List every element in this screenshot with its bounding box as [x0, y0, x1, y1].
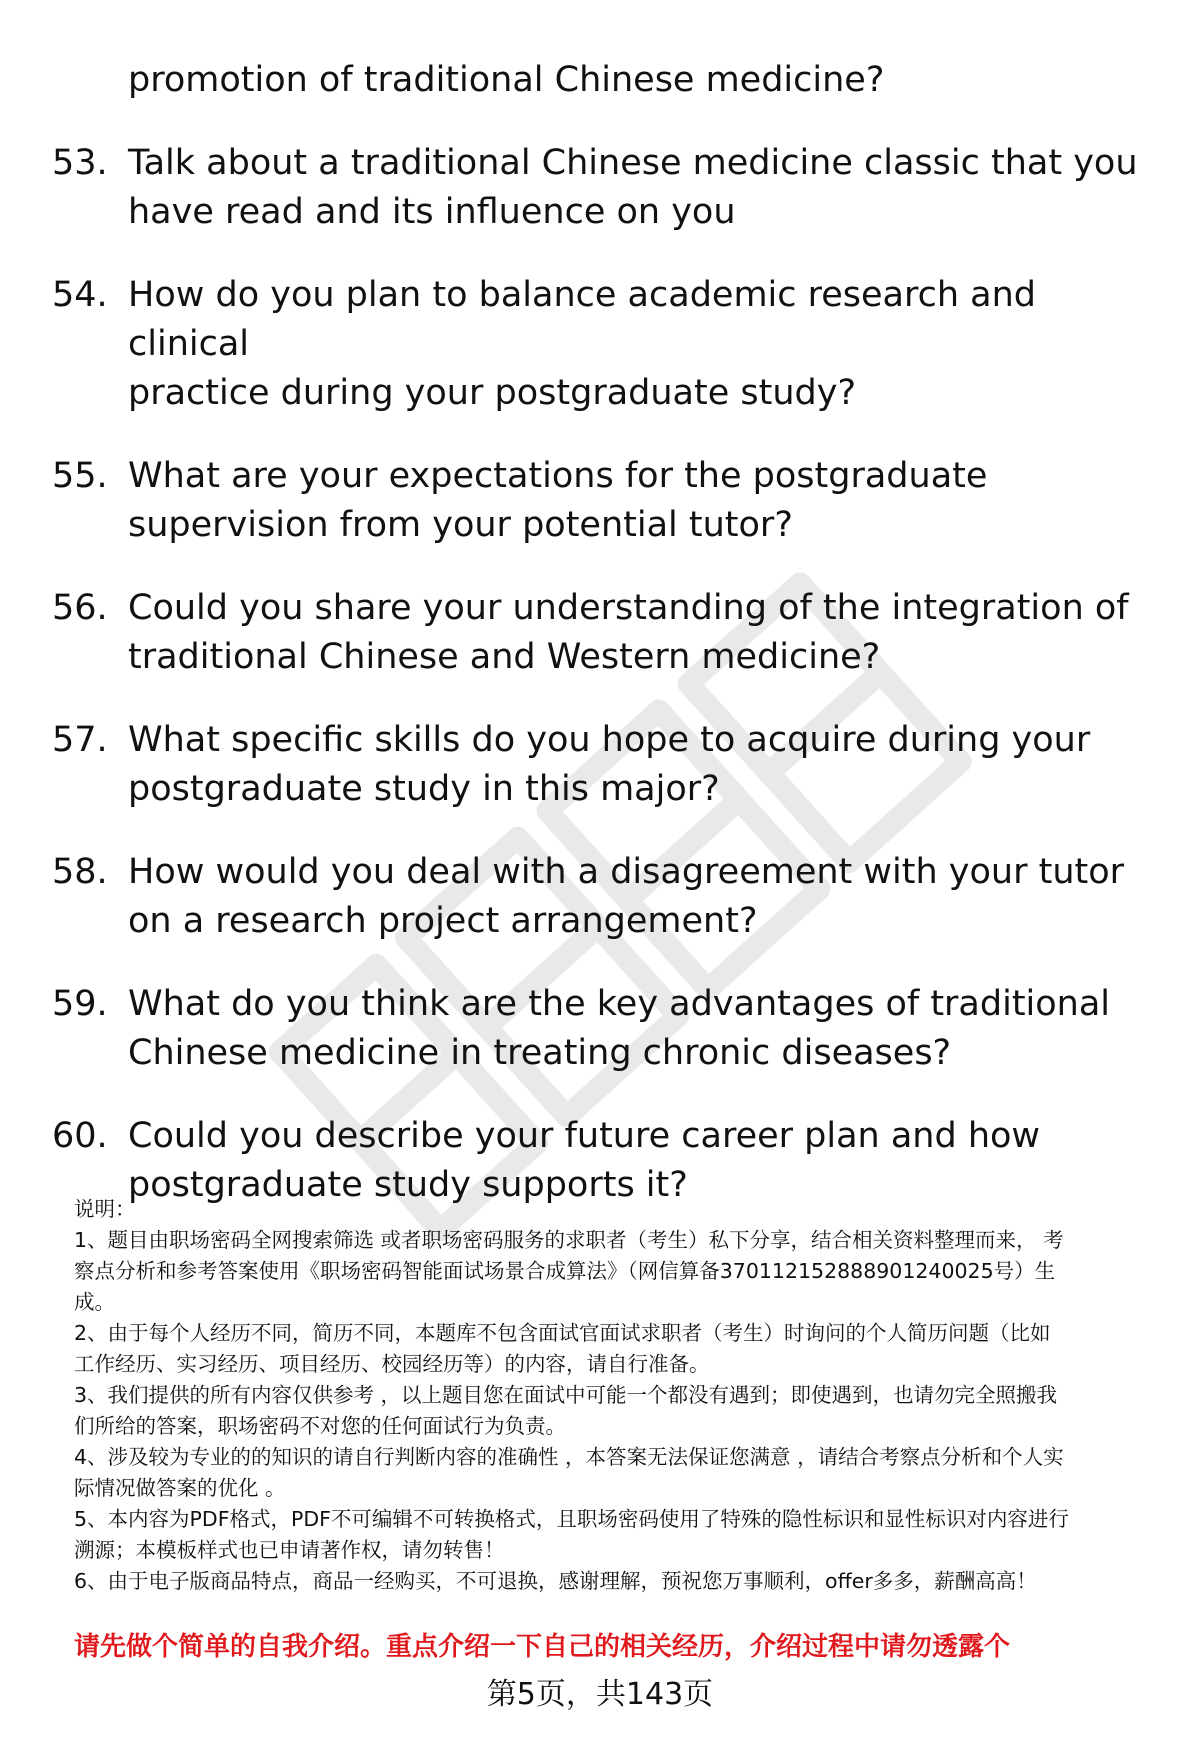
question-list [52, 56, 1162, 1210]
question-text [128, 584, 1162, 682]
question-line: What are your expectations for the postgraduate [128, 456, 988, 496]
question-item [52, 271, 1162, 418]
question-line: traditional Chinese and Western medicine? [128, 637, 881, 677]
question-item [52, 980, 1162, 1078]
question-number: 60. [52, 1116, 108, 1156]
question-line: Talk about a traditional Chinese medicine classic that you [128, 143, 1138, 183]
question-text [128, 848, 1162, 946]
question-line: Could you describe your future career plan and how [128, 1116, 1041, 1156]
self-intro-prompt: 请先做个简单的自我介绍。重点介绍一下自己的相关经历，介绍过程中请勿透露个 [74, 1632, 1011, 1662]
notes-line: 4、涉及较为专业的的知识的请自行判断内容的准确性 ，本答案无法保证您满意 ，请结合考察点分析和个人实 [74, 1445, 1064, 1469]
question-item [52, 716, 1162, 814]
question-line: How would you deal with a disagreement with your tutor [128, 852, 1125, 892]
question-item [52, 56, 1162, 105]
question-item [52, 848, 1162, 946]
notes-line: 工作经历、实习经历、项目经历、校园经历等）的内容，请自行准备。 [74, 1352, 710, 1376]
question-number: 58. [52, 852, 108, 892]
question-line: on a research project arrangement? [128, 901, 758, 941]
question-text [128, 56, 1162, 105]
question-text [128, 452, 1162, 550]
question-line: practice during your postgraduate study? [128, 373, 857, 413]
question-number: 57. [52, 720, 108, 760]
page-number: 第5页，共143页 [486, 1677, 714, 1712]
question-line: promotion of traditional Chinese medicine? [128, 60, 885, 100]
notes-line: 6、由于电子版商品特点，商品一经购买，不可退换，感谢理解，预祝您万事顺利，offer多多，薪酬高高！ [74, 1569, 1037, 1593]
question-number: 53. [52, 143, 108, 183]
notes-line: 察点分析和参考答案使用《职场密码智能面试场景合成算法》（网信算备370112152888901240025号）生 [74, 1259, 1056, 1283]
notes-line: 3、我们提供的所有内容仅供参考 ，以上题目您在面试中可能一个都没有遇到；即使遇到，也请勿完全照搬我 [74, 1383, 1058, 1407]
question-line: have read and its influence on you [128, 192, 736, 232]
question-line: Chinese medicine in treating chronic diseases? [128, 1033, 952, 1073]
question-item [52, 139, 1162, 237]
question-line: supervision from your potential tutor? [128, 505, 793, 545]
question-line: What specific skills do you hope to acquire during your [128, 720, 1091, 760]
notes-line: 们所给的答案，职场密码不对您的任何面试行为负责。 [74, 1414, 566, 1438]
question-number: 56. [52, 588, 108, 628]
question-text [128, 271, 1162, 418]
question-item [52, 584, 1162, 682]
notes-section [74, 1194, 1164, 1597]
question-number: 59. [52, 984, 108, 1024]
question-number: 55. [52, 456, 108, 496]
question-item [52, 452, 1162, 550]
question-line: Could you share your understanding of the integration of [128, 588, 1129, 628]
question-text [128, 716, 1162, 814]
question-number: 54. [52, 275, 108, 315]
question-line: How do you plan to balance academic research and clinical [128, 275, 1037, 364]
notes-line: 2、由于每个人经历不同，简历不同，本题库不包含面试官面试求职者（考生）时询问的个人简历问题（比如 [74, 1321, 1051, 1345]
question-text [128, 139, 1162, 237]
question-line: postgraduate study in this major? [128, 769, 720, 809]
notes-line: 1、题目由职场密码全网搜索筛选 或者职场密码服务的求职者（考生）私下分享，结合相关资料整理而来， 考 [74, 1228, 1064, 1252]
notes-line: 溯源；本模板样式也已申请著作权，请勿转售！ [74, 1538, 505, 1562]
question-line: postgraduate study supports it? [128, 1165, 688, 1205]
notes-line: 成。 [74, 1290, 115, 1314]
notes-line: 际情况做答案的优化 。 [74, 1476, 286, 1500]
question-line: What do you think are the key advantages of traditional [128, 984, 1111, 1024]
question-text [128, 980, 1162, 1078]
notes-line: 5、本内容为PDF格式，PDF不可编辑不可转换格式，且职场密码使用了特殊的隐性标识和显性标识对内容进行 [74, 1507, 1069, 1531]
notes-title: 说明： [74, 1197, 136, 1221]
